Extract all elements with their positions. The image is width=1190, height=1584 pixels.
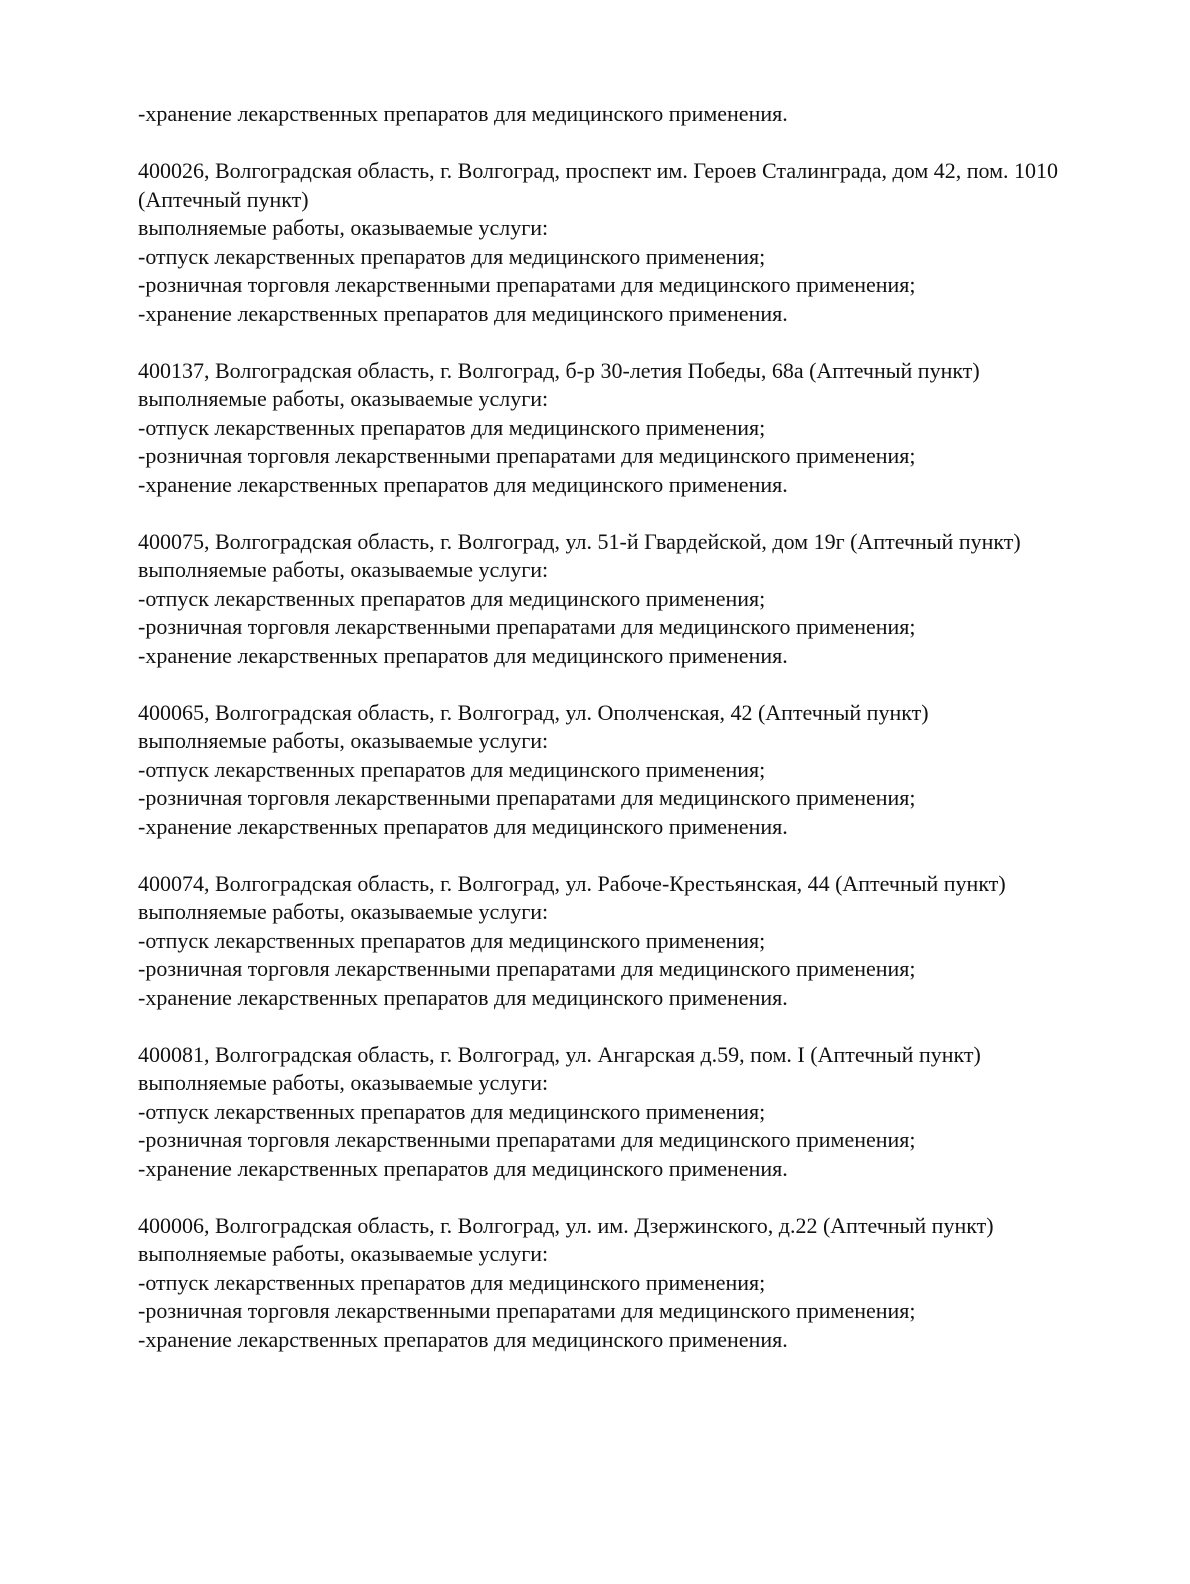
services-heading: выполняемые работы, оказываемые услуги: xyxy=(138,1241,549,1266)
address-line: 400065, Волгоградская область, г. Волгоград, ул. Ополченская, 42 (Аптечный пункт) xyxy=(138,699,929,725)
service-item: -розничная торговля лекарственными препаратами для медицинского применения; xyxy=(138,443,916,468)
service-item: -отпуск лекарственных препаратов для медицинского применения; xyxy=(138,927,766,953)
service-item: -хранение лекарственных препаратов для медицинского применения. xyxy=(138,471,788,497)
address-block-3 xyxy=(138,528,1098,671)
address-block-6 xyxy=(138,1041,1098,1184)
address-block-2 xyxy=(138,357,1098,500)
address-line: 400026, Волгоградская область, г. Волгоград, проспект им. Героев Сталинграда, дом 42, пом. 1010 (Аптечный пункт) xyxy=(138,158,1059,212)
services-heading: выполняемые работы, оказываемые услуги: xyxy=(138,215,549,240)
services-heading: выполняемые работы, оказываемые услуги: xyxy=(138,728,549,753)
service-item: -хранение лекарственных препаратов для медицинского применения. xyxy=(138,1326,788,1352)
address-line: 400074, Волгоградская область, г. Волгоград, ул. Рабоче-Крестьянская, 44 (Аптечный пункт) xyxy=(138,870,1006,896)
service-item: -розничная торговля лекарственными препаратами для медицинского применения; xyxy=(138,785,916,810)
service-item: -отпуск лекарственных препаратов для медицинского применения; xyxy=(138,1269,766,1295)
address-block-7 xyxy=(138,1212,1098,1355)
service-item: -розничная торговля лекарственными препаратами для медицинского применения; xyxy=(138,956,916,981)
service-item: -хранение лекарственных препаратов для медицинского применения. xyxy=(138,984,788,1010)
service-item: -хранение лекарственных препаратов для медицинского применения. xyxy=(138,642,788,668)
service-item: -отпуск лекарственных препаратов для медицинского применения; xyxy=(138,585,766,611)
services-heading: выполняемые работы, оказываемые услуги: xyxy=(138,899,549,924)
address-line: 400081, Волгоградская область, г. Волгоград, ул. Ангарская д.59, пом. I (Аптечный пункт) xyxy=(138,1041,981,1067)
address-block-5 xyxy=(138,870,1098,1013)
service-item: -розничная торговля лекарственными препаратами для медицинского применения; xyxy=(138,614,916,639)
service-item: -отпуск лекарственных препаратов для медицинского применения; xyxy=(138,756,766,782)
services-heading: выполняемые работы, оказываемые услуги: xyxy=(138,386,549,411)
services-heading: выполняемые работы, оказываемые услуги: xyxy=(138,1070,549,1095)
lead-line: -хранение лекарственных препаратов для медицинского применения. xyxy=(138,101,788,126)
service-item: -хранение лекарственных препаратов для медицинского применения. xyxy=(138,813,788,839)
service-item: -хранение лекарственных препаратов для медицинского применения. xyxy=(138,1155,788,1181)
address-line: 400075, Волгоградская область, г. Волгоград, ул. 51-й Гвардейской, дом 19г (Аптечный пункт) xyxy=(138,528,1021,554)
address-block-1 xyxy=(138,157,1098,328)
service-item: -розничная торговля лекарственными препаратами для медицинского применения; xyxy=(138,1298,916,1323)
service-item: -розничная торговля лекарственными препаратами для медицинского применения; xyxy=(138,272,916,297)
address-line: 400137, Волгоградская область, г. Волгоград, б-р 30-летия Победы, 68а (Аптечный пункт) xyxy=(138,357,980,383)
services-heading: выполняемые работы, оказываемые услуги: xyxy=(138,557,549,582)
service-item: -отпуск лекарственных препаратов для медицинского применения; xyxy=(138,243,766,269)
service-item: -отпуск лекарственных препаратов для медицинского применения; xyxy=(138,414,766,440)
service-item: -отпуск лекарственных препаратов для медицинского применения; xyxy=(138,1098,766,1124)
address-line: 400006, Волгоградская область, г. Волгоград, ул. им. Дзержинского, д.22 (Аптечный пункт) xyxy=(138,1212,994,1238)
service-item: -розничная торговля лекарственными препаратами для медицинского применения; xyxy=(138,1127,916,1152)
service-item: -хранение лекарственных препаратов для медицинского применения. xyxy=(138,300,788,326)
address-block-4 xyxy=(138,699,1098,842)
document-body xyxy=(138,100,1098,1354)
